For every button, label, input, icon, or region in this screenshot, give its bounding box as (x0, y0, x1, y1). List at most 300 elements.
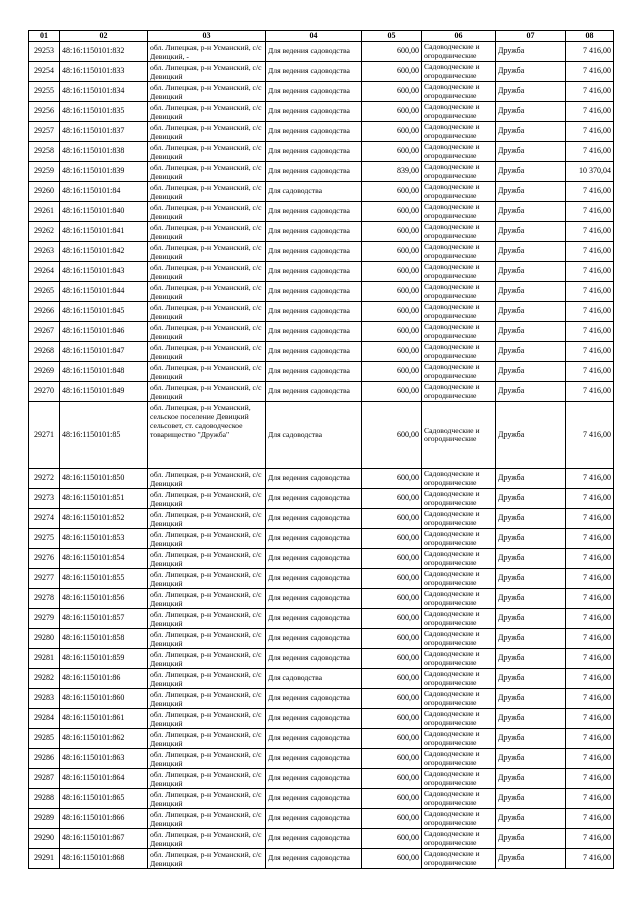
address-cell: обл. Липецкая, р-н Усманский, с/с Девицкий (148, 62, 266, 82)
cadastral-number-cell: 48:16:1150101:867 (60, 829, 148, 849)
address-cell: обл. Липецкая, р-н Усманский, с/с Девицкий (148, 302, 266, 322)
cadastral-value-cell: 7 416,00 (566, 789, 614, 809)
table-row (29, 102, 614, 122)
settlement-name-cell: Дружба (496, 142, 566, 162)
address-cell: обл. Липецкая, р-н Усманский, с/с Девицкий (148, 849, 266, 869)
land-category-cell: Садоводческие и огороднические (422, 469, 496, 489)
permitted-use-cell: Для ведения садоводства (266, 362, 362, 382)
settlement-name-cell: Дружба (496, 489, 566, 509)
cadastral-value-cell: 7 416,00 (566, 262, 614, 282)
settlement-name-cell: Дружба (496, 182, 566, 202)
cadastral-value-cell: 7 416,00 (566, 222, 614, 242)
area-cell: 600,00 (362, 382, 422, 402)
settlement-name-cell: Дружба (496, 122, 566, 142)
cadastral-value-cell: 7 416,00 (566, 649, 614, 669)
area-cell: 600,00 (362, 649, 422, 669)
cadastral-number-cell: 48:16:1150101:868 (60, 849, 148, 869)
permitted-use-cell: Для ведения садоводства (266, 102, 362, 122)
address-cell: обл. Липецкая, р-н Усманский, с/с Девицкий (148, 589, 266, 609)
table-row (29, 509, 614, 529)
cadastral-value-cell: 7 416,00 (566, 322, 614, 342)
col-header-08: 08 (566, 31, 614, 42)
settlement-name-cell: Дружба (496, 242, 566, 262)
area-cell: 600,00 (362, 62, 422, 82)
area-cell: 600,00 (362, 182, 422, 202)
col-header-06: 06 (422, 31, 496, 42)
area-cell: 600,00 (362, 749, 422, 769)
permitted-use-cell: Для ведения садоводства (266, 42, 362, 62)
permitted-use-cell: Для ведения садоводства (266, 302, 362, 322)
settlement-name-cell: Дружба (496, 689, 566, 709)
cadastral-number-cell: 48:16:1150101:850 (60, 469, 148, 489)
address-cell: обл. Липецкая, р-н Усманский, с/с Девицкий (148, 202, 266, 222)
table-row (29, 42, 614, 62)
cadastral-number-cell: 48:16:1150101:837 (60, 122, 148, 142)
land-category-cell: Садоводческие и огороднические (422, 529, 496, 549)
land-category-cell: Садоводческие и огороднические (422, 849, 496, 869)
area-cell: 600,00 (362, 342, 422, 362)
land-category-cell: Садоводческие и огороднические (422, 569, 496, 589)
permitted-use-cell: Для ведения садоводства (266, 142, 362, 162)
settlement-name-cell: Дружба (496, 362, 566, 382)
settlement-name-cell: Дружба (496, 342, 566, 362)
row-number-cell: 29278 (29, 589, 60, 609)
permitted-use-cell: Для ведения садоводства (266, 202, 362, 222)
area-cell: 600,00 (362, 849, 422, 869)
table-row (29, 242, 614, 262)
area-cell: 600,00 (362, 549, 422, 569)
land-category-cell: Садоводческие и огороднические (422, 202, 496, 222)
address-cell: обл. Липецкая, р-н Усманский, с/с Девицкий (148, 609, 266, 629)
settlement-name-cell: Дружба (496, 222, 566, 242)
land-category-cell: Садоводческие и огороднические (422, 589, 496, 609)
table-row (29, 589, 614, 609)
land-category-cell: Садоводческие и огороднические (422, 242, 496, 262)
table-row (29, 302, 614, 322)
land-category-cell: Садоводческие и огороднические (422, 382, 496, 402)
table-row (29, 282, 614, 302)
address-cell: обл. Липецкая, р-н Усманский, с/с Девицкий (148, 629, 266, 649)
col-header-03: 03 (148, 31, 266, 42)
cadastral-value-cell: 7 416,00 (566, 282, 614, 302)
row-number-cell: 29282 (29, 669, 60, 689)
land-category-cell: Садоводческие и огороднические (422, 62, 496, 82)
cadastral-number-cell: 48:16:1150101:866 (60, 809, 148, 829)
cadastral-number-cell: 48:16:1150101:86 (60, 669, 148, 689)
cadastral-number-cell: 48:16:1150101:841 (60, 222, 148, 242)
permitted-use-cell: Для ведения садоводства (266, 609, 362, 629)
settlement-name-cell: Дружба (496, 609, 566, 629)
area-cell: 600,00 (362, 82, 422, 102)
cadastral-value-cell: 7 416,00 (566, 609, 614, 629)
area-cell: 600,00 (362, 629, 422, 649)
cadastral-number-cell: 48:16:1150101:865 (60, 789, 148, 809)
cadastral-value-cell: 7 416,00 (566, 829, 614, 849)
cadastral-number-cell: 48:16:1150101:854 (60, 549, 148, 569)
permitted-use-cell: Для ведения садоводства (266, 629, 362, 649)
row-number-cell: 29263 (29, 242, 60, 262)
land-category-cell: Садоводческие и огороднические (422, 122, 496, 142)
table-row (29, 629, 614, 649)
row-number-cell: 29279 (29, 609, 60, 629)
row-number-cell: 29253 (29, 42, 60, 62)
row-number-cell: 29255 (29, 82, 60, 102)
land-category-cell: Садоводческие и огороднические (422, 789, 496, 809)
area-cell: 600,00 (362, 529, 422, 549)
cadastral-value-cell: 7 416,00 (566, 689, 614, 709)
land-registry-table (28, 30, 614, 869)
land-category-cell: Садоводческие и огороднические (422, 102, 496, 122)
address-cell: обл. Липецкая, р-н Усманский, с/с Девицкий (148, 729, 266, 749)
settlement-name-cell: Дружба (496, 769, 566, 789)
row-number-cell: 29256 (29, 102, 60, 122)
cadastral-number-cell: 48:16:1150101:845 (60, 302, 148, 322)
area-cell: 600,00 (362, 589, 422, 609)
settlement-name-cell: Дружба (496, 729, 566, 749)
cadastral-value-cell: 7 416,00 (566, 382, 614, 402)
table-row (29, 322, 614, 342)
cadastral-number-cell: 48:16:1150101:839 (60, 162, 148, 182)
table-row (29, 82, 614, 102)
row-number-cell: 29283 (29, 689, 60, 709)
area-cell: 600,00 (362, 202, 422, 222)
address-cell: обл. Липецкая, р-н Усманский, с/с Девицкий (148, 382, 266, 402)
cadastral-number-cell: 48:16:1150101:849 (60, 382, 148, 402)
cadastral-number-cell: 48:16:1150101:833 (60, 62, 148, 82)
table-row (29, 382, 614, 402)
cadastral-value-cell: 7 416,00 (566, 589, 614, 609)
col-header-05: 05 (362, 31, 422, 42)
table-row (29, 609, 614, 629)
cadastral-value-cell: 7 416,00 (566, 182, 614, 202)
row-number-cell: 29280 (29, 629, 60, 649)
settlement-name-cell: Дружба (496, 322, 566, 342)
table-row (29, 62, 614, 82)
address-cell: обл. Липецкая, р-н Усманский, с/с Девицкий (148, 82, 266, 102)
table-row (29, 122, 614, 142)
row-number-cell: 29288 (29, 789, 60, 809)
area-cell: 839,00 (362, 162, 422, 182)
row-number-cell: 29284 (29, 709, 60, 729)
area-cell: 600,00 (362, 729, 422, 749)
cadastral-value-cell: 7 416,00 (566, 849, 614, 869)
address-cell: обл. Липецкая, р-н Усманский, с/с Девицкий (148, 509, 266, 529)
settlement-name-cell: Дружба (496, 849, 566, 869)
cadastral-value-cell: 7 416,00 (566, 362, 614, 382)
land-category-cell: Садоводческие и огороднические (422, 402, 496, 469)
area-cell: 600,00 (362, 609, 422, 629)
permitted-use-cell: Для ведения садоводства (266, 242, 362, 262)
table-row (29, 809, 614, 829)
table-row (29, 569, 614, 589)
row-number-cell: 29258 (29, 142, 60, 162)
cadastral-number-cell: 48:16:1150101:856 (60, 589, 148, 609)
cadastral-value-cell: 7 416,00 (566, 62, 614, 82)
area-cell: 600,00 (362, 222, 422, 242)
cadastral-value-cell: 7 416,00 (566, 469, 614, 489)
land-category-cell: Садоводческие и огороднические (422, 649, 496, 669)
cadastral-number-cell: 48:16:1150101:848 (60, 362, 148, 382)
cadastral-number-cell: 48:16:1150101:852 (60, 509, 148, 529)
settlement-name-cell: Дружба (496, 262, 566, 282)
row-number-cell: 29270 (29, 382, 60, 402)
settlement-name-cell: Дружба (496, 402, 566, 469)
area-cell: 600,00 (362, 509, 422, 529)
cadastral-value-cell: 7 416,00 (566, 749, 614, 769)
cadastral-number-cell: 48:16:1150101:853 (60, 529, 148, 549)
area-cell: 600,00 (362, 102, 422, 122)
address-cell: обл. Липецкая, р-н Усманский, с/с Девицкий (148, 489, 266, 509)
cadastral-number-cell: 48:16:1150101:847 (60, 342, 148, 362)
table-row (29, 162, 614, 182)
area-cell: 600,00 (362, 489, 422, 509)
address-cell: обл. Липецкая, р-н Усманский, с/с Девицкий (148, 182, 266, 202)
cadastral-value-cell: 7 416,00 (566, 529, 614, 549)
settlement-name-cell: Дружба (496, 162, 566, 182)
settlement-name-cell: Дружба (496, 549, 566, 569)
row-number-cell: 29264 (29, 262, 60, 282)
cadastral-number-cell: 48:16:1150101:844 (60, 282, 148, 302)
permitted-use-cell: Для ведения садоводства (266, 529, 362, 549)
land-category-cell: Садоводческие и огороднические (422, 342, 496, 362)
address-cell: обл. Липецкая, р-н Усманский, с/с Девицкий (148, 769, 266, 789)
settlement-name-cell: Дружба (496, 569, 566, 589)
cadastral-number-cell: 48:16:1150101:862 (60, 729, 148, 749)
settlement-name-cell: Дружба (496, 749, 566, 769)
land-category-cell: Садоводческие и огороднические (422, 769, 496, 789)
permitted-use-cell: Для ведения садоводства (266, 709, 362, 729)
address-cell: обл. Липецкая, р-н Усманский, с/с Девицкий (148, 529, 266, 549)
address-cell: обл. Липецкая, р-н Усманский, с/с Девицкий (148, 709, 266, 729)
row-number-cell: 29257 (29, 122, 60, 142)
area-cell: 600,00 (362, 402, 422, 469)
row-number-cell: 29259 (29, 162, 60, 182)
row-number-cell: 29285 (29, 729, 60, 749)
settlement-name-cell: Дружба (496, 649, 566, 669)
cadastral-value-cell: 7 416,00 (566, 82, 614, 102)
permitted-use-cell: Для ведения садоводства (266, 82, 362, 102)
settlement-name-cell: Дружба (496, 529, 566, 549)
table-row (29, 489, 614, 509)
address-cell: обл. Липецкая, р-н Усманский, с/с Девицкий (148, 262, 266, 282)
address-cell: обл. Липецкая, р-н Усманский, с/с Девицкий (148, 222, 266, 242)
row-number-cell: 29274 (29, 509, 60, 529)
area-cell: 600,00 (362, 282, 422, 302)
cadastral-number-cell: 48:16:1150101:860 (60, 689, 148, 709)
permitted-use-cell: Для ведения садоводства (266, 489, 362, 509)
land-category-cell: Садоводческие и огороднические (422, 809, 496, 829)
land-category-cell: Садоводческие и огороднические (422, 302, 496, 322)
col-header-04: 04 (266, 31, 362, 42)
permitted-use-cell: Для ведения садоводства (266, 789, 362, 809)
settlement-name-cell: Дружба (496, 669, 566, 689)
row-number-cell: 29260 (29, 182, 60, 202)
permitted-use-cell: Для ведения садоводства (266, 469, 362, 489)
cadastral-number-cell: 48:16:1150101:855 (60, 569, 148, 589)
area-cell: 600,00 (362, 769, 422, 789)
area-cell: 600,00 (362, 42, 422, 62)
area-cell: 600,00 (362, 322, 422, 342)
settlement-name-cell: Дружба (496, 282, 566, 302)
row-number-cell: 29271 (29, 402, 60, 469)
permitted-use-cell: Для ведения садоводства (266, 589, 362, 609)
land-category-cell: Садоводческие и огороднические (422, 282, 496, 302)
cadastral-value-cell: 7 416,00 (566, 709, 614, 729)
address-cell: обл. Липецкая, р-н Усманский, с/с Девицкий (148, 749, 266, 769)
address-cell: обл. Липецкая, р-н Усманский, с/с Девицкий (148, 809, 266, 829)
permitted-use-cell: Для ведения садоводства (266, 122, 362, 142)
address-cell: обл. Липецкая, р-н Усманский, с/с Девицкий (148, 162, 266, 182)
row-number-cell: 29254 (29, 62, 60, 82)
cadastral-number-cell: 48:16:1150101:857 (60, 609, 148, 629)
settlement-name-cell: Дружба (496, 589, 566, 609)
land-category-cell: Садоводческие и огороднические (422, 142, 496, 162)
area-cell: 600,00 (362, 242, 422, 262)
table-row (29, 402, 614, 469)
cadastral-number-cell: 48:16:1150101:85 (60, 402, 148, 469)
row-number-cell: 29277 (29, 569, 60, 589)
row-number-cell: 29268 (29, 342, 60, 362)
settlement-name-cell: Дружба (496, 202, 566, 222)
address-cell: обл. Липецкая, р-н Усманский, с/с Девицкий (148, 669, 266, 689)
cadastral-number-cell: 48:16:1150101:842 (60, 242, 148, 262)
area-cell: 600,00 (362, 669, 422, 689)
cadastral-value-cell: 7 416,00 (566, 769, 614, 789)
cadastral-value-cell: 7 416,00 (566, 569, 614, 589)
address-cell: обл. Липецкая, р-н Усманский, с/с Девицкий (148, 689, 266, 709)
land-category-cell: Садоводческие и огороднические (422, 669, 496, 689)
table-row (29, 689, 614, 709)
land-category-cell: Садоводческие и огороднические (422, 509, 496, 529)
permitted-use-cell: Для ведения садоводства (266, 729, 362, 749)
cadastral-value-cell: 7 416,00 (566, 122, 614, 142)
table-row (29, 202, 614, 222)
permitted-use-cell: Для ведения садоводства (266, 749, 362, 769)
address-cell: обл. Липецкая, р-н Усманский, с/с Девицкий (148, 649, 266, 669)
settlement-name-cell: Дружба (496, 829, 566, 849)
address-cell: обл. Липецкая, р-н Усманский, с/с Девицкий (148, 322, 266, 342)
row-number-cell: 29286 (29, 749, 60, 769)
cadastral-value-cell: 7 416,00 (566, 242, 614, 262)
row-number-cell: 29281 (29, 649, 60, 669)
area-cell: 600,00 (362, 362, 422, 382)
permitted-use-cell: Для ведения садоводства (266, 809, 362, 829)
permitted-use-cell: Для ведения садоводства (266, 282, 362, 302)
cadastral-value-cell: 10 370,04 (566, 162, 614, 182)
settlement-name-cell: Дружба (496, 102, 566, 122)
cadastral-value-cell: 7 416,00 (566, 42, 614, 62)
row-number-cell: 29269 (29, 362, 60, 382)
permitted-use-cell: Для ведения садоводства (266, 222, 362, 242)
cadastral-number-cell: 48:16:1150101:846 (60, 322, 148, 342)
permitted-use-cell: Для ведения садоводства (266, 322, 362, 342)
permitted-use-cell: Для садоводства (266, 402, 362, 469)
row-number-cell: 29261 (29, 202, 60, 222)
address-cell: обл. Липецкая, р-н Усманский, с/с Девицкий, - (148, 42, 266, 62)
cadastral-value-cell: 7 416,00 (566, 729, 614, 749)
cadastral-number-cell: 48:16:1150101:858 (60, 629, 148, 649)
address-cell: обл. Липецкая, р-н Усманский, с/с Девицкий (148, 789, 266, 809)
land-category-cell: Садоводческие и огороднические (422, 749, 496, 769)
table-row (29, 669, 614, 689)
permitted-use-cell: Для ведения садоводства (266, 382, 362, 402)
address-cell: обл. Липецкая, р-н Усманский, с/с Девицкий (148, 362, 266, 382)
settlement-name-cell: Дружба (496, 809, 566, 829)
area-cell: 600,00 (362, 789, 422, 809)
area-cell: 600,00 (362, 569, 422, 589)
settlement-name-cell: Дружба (496, 302, 566, 322)
cadastral-number-cell: 48:16:1150101:832 (60, 42, 148, 62)
permitted-use-cell: Для ведения садоводства (266, 262, 362, 282)
cadastral-number-cell: 48:16:1150101:851 (60, 489, 148, 509)
cadastral-value-cell: 7 416,00 (566, 549, 614, 569)
permitted-use-cell: Для ведения садоводства (266, 649, 362, 669)
land-category-cell: Садоводческие и огороднические (422, 322, 496, 342)
cadastral-value-cell: 7 416,00 (566, 489, 614, 509)
cadastral-number-cell: 48:16:1150101:84 (60, 182, 148, 202)
settlement-name-cell: Дружба (496, 382, 566, 402)
land-category-cell: Садоводческие и огороднические (422, 222, 496, 242)
permitted-use-cell: Для ведения садоводства (266, 829, 362, 849)
cadastral-value-cell: 7 416,00 (566, 302, 614, 322)
settlement-name-cell: Дружба (496, 709, 566, 729)
land-category-cell: Садоводческие и огороднические (422, 362, 496, 382)
land-category-cell: Садоводческие и огороднические (422, 829, 496, 849)
row-number-cell: 29275 (29, 529, 60, 549)
settlement-name-cell: Дружба (496, 62, 566, 82)
settlement-name-cell: Дружба (496, 509, 566, 529)
permitted-use-cell: Для ведения садоводства (266, 849, 362, 869)
cadastral-value-cell: 7 416,00 (566, 342, 614, 362)
permitted-use-cell: Для ведения садоводства (266, 569, 362, 589)
table-row (29, 849, 614, 869)
permitted-use-cell: Для ведения садоводства (266, 162, 362, 182)
table-body (29, 42, 614, 869)
row-number-cell: 29273 (29, 489, 60, 509)
table-row (29, 529, 614, 549)
table-row (29, 469, 614, 489)
permitted-use-cell: Для ведения садоводства (266, 769, 362, 789)
cadastral-value-cell: 7 416,00 (566, 629, 614, 649)
permitted-use-cell: Для ведения садоводства (266, 62, 362, 82)
address-cell: обл. Липецкая, р-н Усманский, с/с Девицкий (148, 242, 266, 262)
row-number-cell: 29267 (29, 322, 60, 342)
permitted-use-cell: Для садоводства (266, 669, 362, 689)
cadastral-number-cell: 48:16:1150101:834 (60, 82, 148, 102)
permitted-use-cell: Для ведения садоводства (266, 342, 362, 362)
land-category-cell: Садоводческие и огороднические (422, 182, 496, 202)
area-cell: 600,00 (362, 302, 422, 322)
row-number-cell: 29262 (29, 222, 60, 242)
settlement-name-cell: Дружба (496, 629, 566, 649)
address-cell: обл. Липецкая, р-н Усманский, с/с Девицкий (148, 122, 266, 142)
cadastral-number-cell: 48:16:1150101:861 (60, 709, 148, 729)
table-row (29, 362, 614, 382)
land-category-cell: Садоводческие и огороднические (422, 549, 496, 569)
land-category-cell: Садоводческие и огороднические (422, 629, 496, 649)
land-category-cell: Садоводческие и огороднические (422, 729, 496, 749)
land-category-cell: Садоводческие и огороднические (422, 609, 496, 629)
area-cell: 600,00 (362, 689, 422, 709)
settlement-name-cell: Дружба (496, 469, 566, 489)
row-number-cell: 29290 (29, 829, 60, 849)
cadastral-value-cell: 7 416,00 (566, 509, 614, 529)
land-category-cell: Садоводческие и огороднические (422, 689, 496, 709)
cadastral-value-cell: 7 416,00 (566, 142, 614, 162)
table-row (29, 649, 614, 669)
area-cell: 600,00 (362, 469, 422, 489)
cadastral-value-cell: 7 416,00 (566, 669, 614, 689)
